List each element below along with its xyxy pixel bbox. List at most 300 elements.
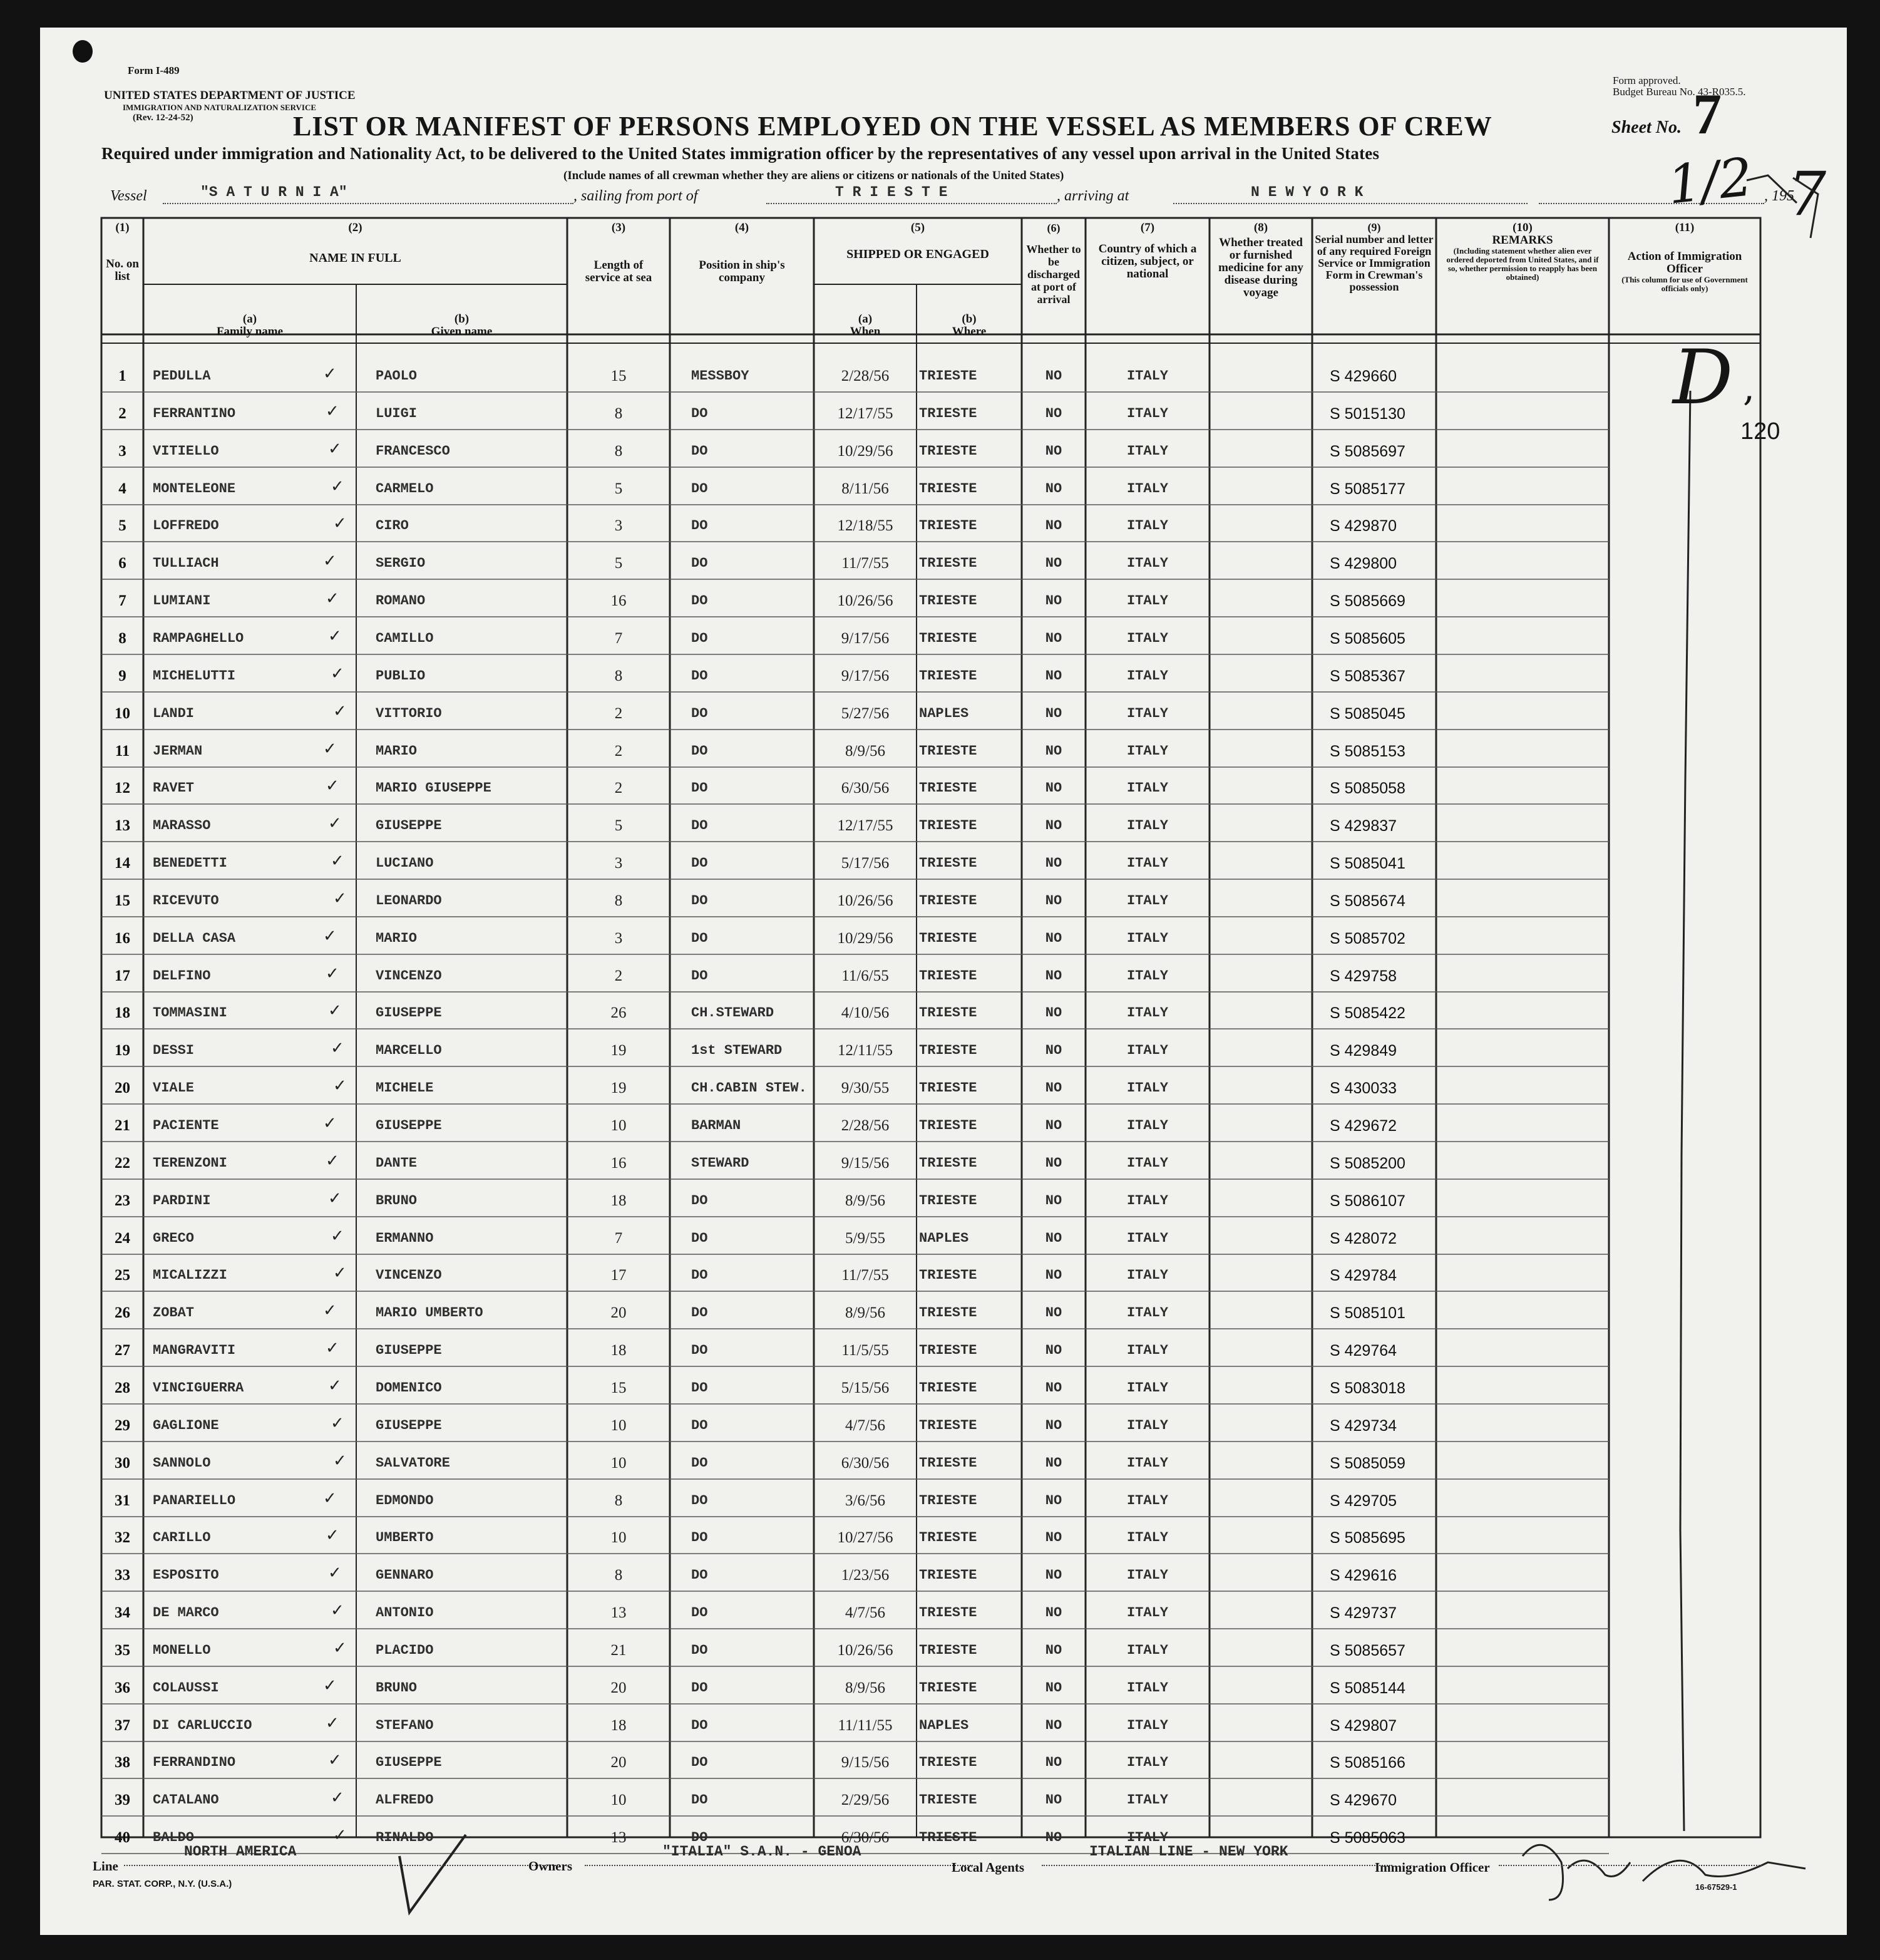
family-name: COLAUSSI — [153, 1679, 219, 1696]
row-number: 17 — [115, 967, 130, 984]
check-mark-icon: ✓ — [328, 1751, 342, 1770]
shipped-where: TRIESTE — [919, 1830, 977, 1846]
shipped-where: NAPLES — [919, 1230, 969, 1246]
handwritten-comma: , — [1743, 366, 1755, 410]
row-number: 18 — [115, 1004, 130, 1022]
line-name: NORTH AMERICA — [184, 1844, 297, 1860]
shipped-where: TRIESTE — [919, 443, 977, 459]
service-length: 2 — [614, 780, 623, 797]
discharge-status: NO — [1045, 780, 1062, 797]
shipped-when: 10/26/56 — [837, 592, 893, 610]
given-name: SALVATORE — [376, 1455, 450, 1471]
shipped-when: 8/9/56 — [845, 1679, 885, 1696]
sheet-label: Sheet No. — [1611, 118, 1682, 137]
serial-number: S 5085605 — [1330, 629, 1405, 647]
serial-number: S 429705 — [1330, 1492, 1397, 1510]
given-name: GENNARO — [376, 1567, 434, 1584]
col-medicine-num: (8) — [1253, 221, 1268, 234]
country: ITALY — [1126, 1043, 1168, 1059]
service-length: 17 — [610, 1267, 627, 1284]
service-length: 20 — [610, 1304, 627, 1322]
given-name: ERMANNO — [376, 1230, 434, 1246]
shipped-when: 8/9/56 — [845, 1304, 885, 1322]
page-count-note: 120 — [1740, 418, 1780, 445]
service-length: 10 — [610, 1454, 627, 1472]
country: ITALY — [1126, 1305, 1168, 1321]
family-name: LUMIANI — [153, 593, 211, 609]
shipped-when: 11/5/55 — [841, 1342, 889, 1359]
given-name: GIUSEPPE — [376, 1755, 442, 1771]
shipped-where: TRIESTE — [919, 1679, 977, 1696]
position: DO — [691, 405, 708, 421]
country: ITALY — [1126, 1530, 1168, 1546]
given-name: CARMELO — [376, 480, 434, 497]
given-name: GIUSEPPE — [376, 1343, 442, 1359]
discharge-status: NO — [1045, 855, 1062, 872]
page-title: LIST OR MANIFEST OF PERSONS EMPLOYED ON THE VESSEL AS MEMBERS OF CREW — [293, 111, 1492, 142]
serial-number: S 5085063 — [1330, 1829, 1405, 1847]
family-name: RAVET — [153, 780, 195, 797]
position: DO — [691, 780, 708, 797]
shipped-where: TRIESTE — [919, 1343, 977, 1359]
check-mark-icon: ✓ — [331, 664, 344, 683]
discharge-status: NO — [1045, 668, 1062, 684]
row-number: 38 — [115, 1754, 130, 1772]
discharge-status: NO — [1045, 1267, 1062, 1284]
position: MESSBOY — [691, 368, 749, 384]
position: DO — [691, 443, 708, 459]
position: DO — [691, 855, 708, 872]
shipped-when: 2/28/56 — [841, 368, 890, 384]
serial-number: S 5085041 — [1330, 855, 1405, 873]
given-name: BRUNO — [376, 1192, 418, 1209]
row-number: 28 — [115, 1379, 130, 1396]
family-name: PANARIELLO — [153, 1492, 236, 1509]
arriving-port: N E W Y O R K — [1251, 184, 1364, 200]
row-number: 11 — [115, 742, 130, 760]
row-number: 33 — [115, 1567, 130, 1584]
serial-number: S 5083018 — [1330, 1379, 1405, 1397]
shipped-where: TRIESTE — [919, 1305, 977, 1321]
discharge-status: NO — [1045, 743, 1062, 759]
position: 1st STEWARD — [691, 1043, 783, 1059]
position: DO — [691, 1642, 708, 1658]
country: ITALY — [1126, 1492, 1168, 1509]
family-name: RAMPAGHELLO — [153, 630, 244, 646]
shipped-where: TRIESTE — [919, 668, 977, 684]
service-length: 18 — [610, 1192, 627, 1209]
manifest-sheet — [40, 28, 1847, 1935]
shipped-when: 10/27/56 — [837, 1529, 893, 1547]
sailing-label: , sailing from port of — [573, 188, 698, 204]
serial-number: S 429784 — [1330, 1267, 1397, 1285]
service-length: 3 — [614, 517, 623, 535]
country: ITALY — [1126, 1567, 1168, 1584]
family-name: LANDI — [153, 705, 195, 721]
shipped-where: TRIESTE — [919, 818, 977, 834]
row-number: 36 — [115, 1679, 130, 1696]
family-name: CARILLO — [153, 1530, 211, 1546]
shipped-where: TRIESTE — [919, 1267, 977, 1284]
check-mark-icon: ✓ — [333, 701, 347, 721]
shipped-where: TRIESTE — [919, 1380, 977, 1396]
col-serial-num: (9) — [1367, 221, 1381, 234]
shipped-where: TRIESTE — [919, 1118, 977, 1133]
row-number: 29 — [115, 1416, 130, 1434]
row-number: 39 — [115, 1792, 130, 1809]
col-position-label: Position in ship's company — [699, 259, 785, 284]
check-mark-icon: ✓ — [326, 589, 339, 609]
discharge-status: NO — [1045, 1492, 1062, 1509]
service-length: 19 — [610, 1042, 627, 1060]
shipped-where: TRIESTE — [919, 1792, 977, 1808]
shipped-when: 1/23/56 — [841, 1567, 890, 1584]
row-number: 12 — [115, 780, 130, 797]
agents-label: Local Agents — [952, 1860, 1025, 1875]
row-number: 31 — [115, 1492, 130, 1509]
family-name: ESPOSITO — [153, 1567, 219, 1584]
check-mark-icon: ✓ — [331, 1226, 344, 1246]
serial-number: S 5085058 — [1330, 780, 1405, 798]
family-name: BENEDETTI — [153, 855, 227, 872]
serial-number: S 5085697 — [1330, 442, 1405, 460]
service-length: 18 — [610, 1342, 627, 1359]
service-length: 10 — [610, 1529, 627, 1547]
row-number: 15 — [115, 892, 130, 909]
country: ITALY — [1126, 405, 1168, 421]
given-name: UMBERTO — [376, 1530, 434, 1546]
serial-number: S 5085045 — [1330, 704, 1405, 723]
service-length: 8 — [614, 1492, 623, 1509]
row-number: 30 — [115, 1454, 130, 1472]
col-no-num: (1) — [115, 221, 130, 234]
service-length: 3 — [614, 929, 623, 947]
country: ITALY — [1126, 818, 1168, 834]
family-name: DE MARCO — [153, 1605, 219, 1621]
serial-number: S 5085422 — [1330, 1004, 1405, 1023]
family-name: DESSI — [153, 1043, 195, 1059]
col-discharge-label: Whether to be discharged at port of arrival — [1026, 243, 1081, 306]
discharge-status: NO — [1045, 1343, 1062, 1359]
country: ITALY — [1126, 1230, 1168, 1246]
col-where-header: (b) Where — [952, 312, 987, 338]
col-shipped-header — [814, 222, 1022, 260]
col-country-label: Country of which a citizen, subject, or national — [1098, 242, 1197, 281]
check-mark-icon: ✓ — [331, 1413, 344, 1433]
shipped-where: TRIESTE — [919, 1642, 977, 1658]
col-remarks-num: (10) — [1513, 221, 1533, 234]
col-name-header — [143, 222, 567, 264]
discharge-status: NO — [1045, 892, 1062, 909]
col-discharge-header — [1022, 222, 1086, 306]
shipped-where: TRIESTE — [919, 480, 977, 497]
col-remarks-header — [1436, 222, 1609, 282]
discharge-status: NO — [1045, 1605, 1062, 1621]
country: ITALY — [1126, 1343, 1168, 1359]
handwritten-d-mark: D — [1673, 334, 1734, 421]
discharge-status: NO — [1045, 1717, 1062, 1733]
family-name: TULLIACH — [153, 555, 219, 572]
given-name: DOMENICO — [376, 1380, 442, 1396]
shipped-where: TRIESTE — [919, 892, 977, 909]
shipped-when: 6/30/56 — [841, 1829, 890, 1847]
shipped-when: 10/26/56 — [837, 1641, 893, 1659]
col-serial-label: Serial number and letter of any required Foreign Service or Immigration Form in Crewman's possession — [1315, 233, 1434, 293]
country: ITALY — [1126, 1267, 1168, 1284]
row-number: 35 — [115, 1641, 130, 1659]
given-name: FRANCESCO — [376, 443, 450, 459]
service-length: 10 — [610, 1416, 627, 1434]
position: DO — [691, 593, 708, 609]
service-length: 2 — [614, 967, 623, 984]
family-name: RICEVUTO — [153, 892, 219, 909]
shipped-when: 8/9/56 — [845, 1192, 885, 1209]
country: ITALY — [1126, 1830, 1168, 1846]
position: DO — [691, 1755, 708, 1771]
shipped-where: TRIESTE — [919, 518, 977, 534]
check-mark-icon: ✓ — [328, 814, 342, 833]
service-length: 15 — [610, 368, 627, 384]
shipped-when: 12/17/55 — [837, 405, 893, 422]
owners-field — [585, 1844, 973, 1866]
check-mark-icon: ✓ — [323, 926, 337, 946]
shipped-where: TRIESTE — [919, 1080, 977, 1096]
country: ITALY — [1126, 518, 1168, 534]
check-mark-icon: ✓ — [333, 514, 347, 534]
check-mark-icon: ✓ — [333, 1264, 347, 1283]
row-number: 6 — [118, 555, 126, 572]
service-length: 20 — [610, 1679, 627, 1696]
country: ITALY — [1126, 855, 1168, 872]
service-length: 5 — [614, 555, 623, 572]
position: DO — [691, 1230, 708, 1246]
col-service-num: (3) — [611, 221, 626, 234]
service-length: 7 — [614, 1229, 623, 1247]
shipped-where: TRIESTE — [919, 1417, 977, 1433]
col-no-header — [101, 222, 143, 283]
discharge-status: NO — [1045, 1455, 1062, 1471]
serial-number: S 429737 — [1330, 1604, 1397, 1622]
country: ITALY — [1126, 630, 1168, 646]
row-number: 27 — [115, 1342, 130, 1359]
shipped-where: TRIESTE — [919, 1755, 977, 1771]
handwritten-year: 7 — [1788, 159, 1827, 229]
given-name: ROMANO — [376, 593, 426, 609]
check-mark-icon: ✓ — [333, 1076, 347, 1096]
shipped-where: TRIESTE — [919, 780, 977, 797]
shipped-when: 11/6/55 — [841, 967, 889, 984]
shipped-where: NAPLES — [919, 1717, 969, 1733]
service-length: 5 — [614, 817, 623, 835]
shipped-when: 12/18/55 — [837, 517, 893, 535]
position: DO — [691, 1605, 708, 1621]
discharge-status: NO — [1045, 705, 1062, 721]
service-length: 26 — [610, 1004, 627, 1022]
family-name: VITIELLO — [153, 443, 219, 459]
family-name: SANNOLO — [153, 1455, 211, 1471]
sailing-port: T R I E S T E — [835, 184, 948, 200]
given-name: STEFANO — [376, 1717, 434, 1733]
serial-number: S 429800 — [1330, 555, 1397, 573]
shipped-when: 4/10/56 — [841, 1004, 890, 1022]
discharge-status: NO — [1045, 443, 1062, 459]
shipped-where: TRIESTE — [919, 630, 977, 646]
serial-number: S 429837 — [1330, 817, 1397, 835]
shipped-when: 9/17/56 — [841, 629, 890, 647]
family-name: MARASSO — [153, 818, 211, 834]
given-name: LUIGI — [376, 405, 418, 421]
col-name-label: NAME IN FULL — [309, 251, 401, 265]
service-length: 16 — [610, 1154, 627, 1172]
position: DO — [691, 1679, 708, 1696]
serial-number: S 5085166 — [1330, 1754, 1405, 1772]
serial-number: S 429758 — [1330, 967, 1397, 985]
check-mark-icon: ✓ — [323, 364, 337, 383]
given-name: VITTORIO — [376, 705, 442, 721]
form-number: Form I-489 — [128, 64, 180, 76]
shipped-when: 5/17/56 — [841, 855, 890, 872]
check-mark-icon: ✓ — [328, 626, 342, 646]
discharge-status: NO — [1045, 967, 1062, 984]
service-length: 5 — [614, 480, 623, 497]
given-name: ANTONIO — [376, 1605, 434, 1621]
given-name: MICHELE — [376, 1080, 434, 1096]
serial-number: S 429660 — [1330, 368, 1397, 385]
row-number: 21 — [115, 1117, 130, 1134]
given-name: EDMONDO — [376, 1492, 434, 1509]
serial-number: S 5085177 — [1330, 480, 1405, 498]
check-mark-icon: ✓ — [333, 1451, 347, 1470]
row-number: 3 — [118, 442, 126, 460]
position: DO — [691, 1305, 708, 1321]
family-name: DELLA CASA — [153, 930, 236, 946]
serial-number: S 5085059 — [1330, 1454, 1405, 1472]
shipped-where: TRIESTE — [919, 1192, 977, 1209]
check-mark-icon: ✓ — [326, 1339, 339, 1358]
position: DO — [691, 1192, 708, 1209]
family-name: GAGLIONE — [153, 1417, 219, 1433]
position: DO — [691, 1530, 708, 1546]
col-no-label: No. on list — [106, 257, 139, 283]
row-number: 20 — [115, 1080, 130, 1097]
shipped-where: TRIESTE — [919, 930, 977, 946]
given-name: VINCENZO — [376, 967, 442, 984]
handwritten-date: 1/2 — [1665, 146, 1755, 216]
serial-number: S 5085367 — [1330, 667, 1405, 685]
shipped-when: 2/28/56 — [841, 1117, 890, 1134]
shipped-where: TRIESTE — [919, 743, 977, 759]
arriving-label: , arriving at — [1057, 188, 1129, 204]
family-name: MICALIZZI — [153, 1267, 227, 1284]
officer-signature-field — [1499, 1844, 1762, 1866]
check-mark-icon: ✓ — [331, 1788, 344, 1808]
print-code: 16-67529-1 — [1695, 1882, 1737, 1892]
position: DO — [691, 1343, 708, 1359]
position: DO — [691, 1380, 708, 1396]
discharge-status: NO — [1045, 1792, 1062, 1808]
position: DO — [691, 743, 708, 759]
shipped-where: TRIESTE — [919, 1567, 977, 1584]
service-length: 13 — [610, 1604, 627, 1622]
sheet-number: 7 — [1693, 82, 1722, 146]
family-name: JERMAN — [153, 743, 203, 759]
position: DO — [691, 518, 708, 534]
discharge-status: NO — [1045, 480, 1062, 497]
serial-number: S 5015130 — [1330, 405, 1405, 423]
discharge-status: NO — [1045, 1830, 1062, 1846]
row-number: 32 — [115, 1529, 130, 1547]
shipped-when: 4/7/56 — [845, 1416, 885, 1434]
discharge-status: NO — [1045, 1530, 1062, 1546]
position: STEWARD — [691, 1155, 749, 1171]
service-length: 2 — [614, 742, 623, 760]
row-number: 14 — [115, 855, 130, 872]
family-name: FERRANDINO — [153, 1755, 236, 1771]
country: ITALY — [1126, 1380, 1168, 1396]
row-number: 26 — [115, 1304, 130, 1322]
family-name: BALDO — [153, 1830, 195, 1846]
check-mark-icon: ✓ — [326, 964, 339, 983]
check-mark-icon: ✓ — [326, 1713, 339, 1733]
country: ITALY — [1126, 443, 1168, 459]
discharge-status: NO — [1045, 1380, 1062, 1396]
row-number: 5 — [118, 517, 126, 535]
family-name: LOFFREDO — [153, 518, 219, 534]
position: DO — [691, 1717, 708, 1733]
position: BARMAN — [691, 1118, 741, 1133]
serial-number: S 5085657 — [1330, 1641, 1405, 1659]
check-mark-icon: ✓ — [331, 477, 344, 496]
row-number: 8 — [118, 629, 126, 647]
country: ITALY — [1126, 1642, 1168, 1658]
position: DO — [691, 480, 708, 497]
serial-number: S 5085144 — [1330, 1679, 1405, 1697]
row-number: 25 — [115, 1267, 130, 1284]
shipped-where: TRIESTE — [919, 405, 977, 421]
position: DO — [691, 1417, 708, 1433]
shipped-when: 8/9/56 — [845, 742, 885, 760]
shipped-when: 10/29/56 — [837, 929, 893, 947]
service-length: 7 — [614, 629, 623, 647]
country: ITALY — [1126, 593, 1168, 609]
country: ITALY — [1126, 1192, 1168, 1209]
col-position-header — [670, 222, 814, 284]
col-medicine-label: Whether treated or furnished medicine for any disease during voyage — [1218, 236, 1303, 299]
given-name: CAMILLO — [376, 630, 434, 646]
crew-note: (Include names of all crewman whether they are aliens or citizens or nationals of the United States) — [563, 169, 1064, 182]
family-name: TOMMASINI — [153, 1005, 227, 1021]
shipped-where: TRIESTE — [919, 1605, 977, 1621]
col-remarks-label: REMARKS — [1492, 234, 1553, 247]
col-shipped-num: (5) — [910, 221, 925, 234]
col-action-num: (11) — [1675, 221, 1695, 234]
shipped-when: 9/15/56 — [841, 1154, 890, 1172]
serial-number: S 429849 — [1330, 1042, 1397, 1060]
position: DO — [691, 1830, 708, 1846]
shipped-when: 9/30/55 — [841, 1080, 890, 1097]
shipped-where: TRIESTE — [919, 1043, 977, 1059]
discharge-status: NO — [1045, 1642, 1062, 1658]
shipped-when: 11/7/55 — [841, 1267, 889, 1284]
col-medicine-header — [1210, 222, 1312, 299]
family-name: ZOBAT — [153, 1305, 195, 1321]
shipped-where: NAPLES — [919, 705, 969, 721]
shipped-where: TRIESTE — [919, 1530, 977, 1546]
row-number: 7 — [118, 592, 126, 610]
check-mark-icon: ✓ — [323, 552, 337, 571]
serial-number: S 429764 — [1330, 1342, 1397, 1360]
col-action-header — [1609, 222, 1760, 293]
